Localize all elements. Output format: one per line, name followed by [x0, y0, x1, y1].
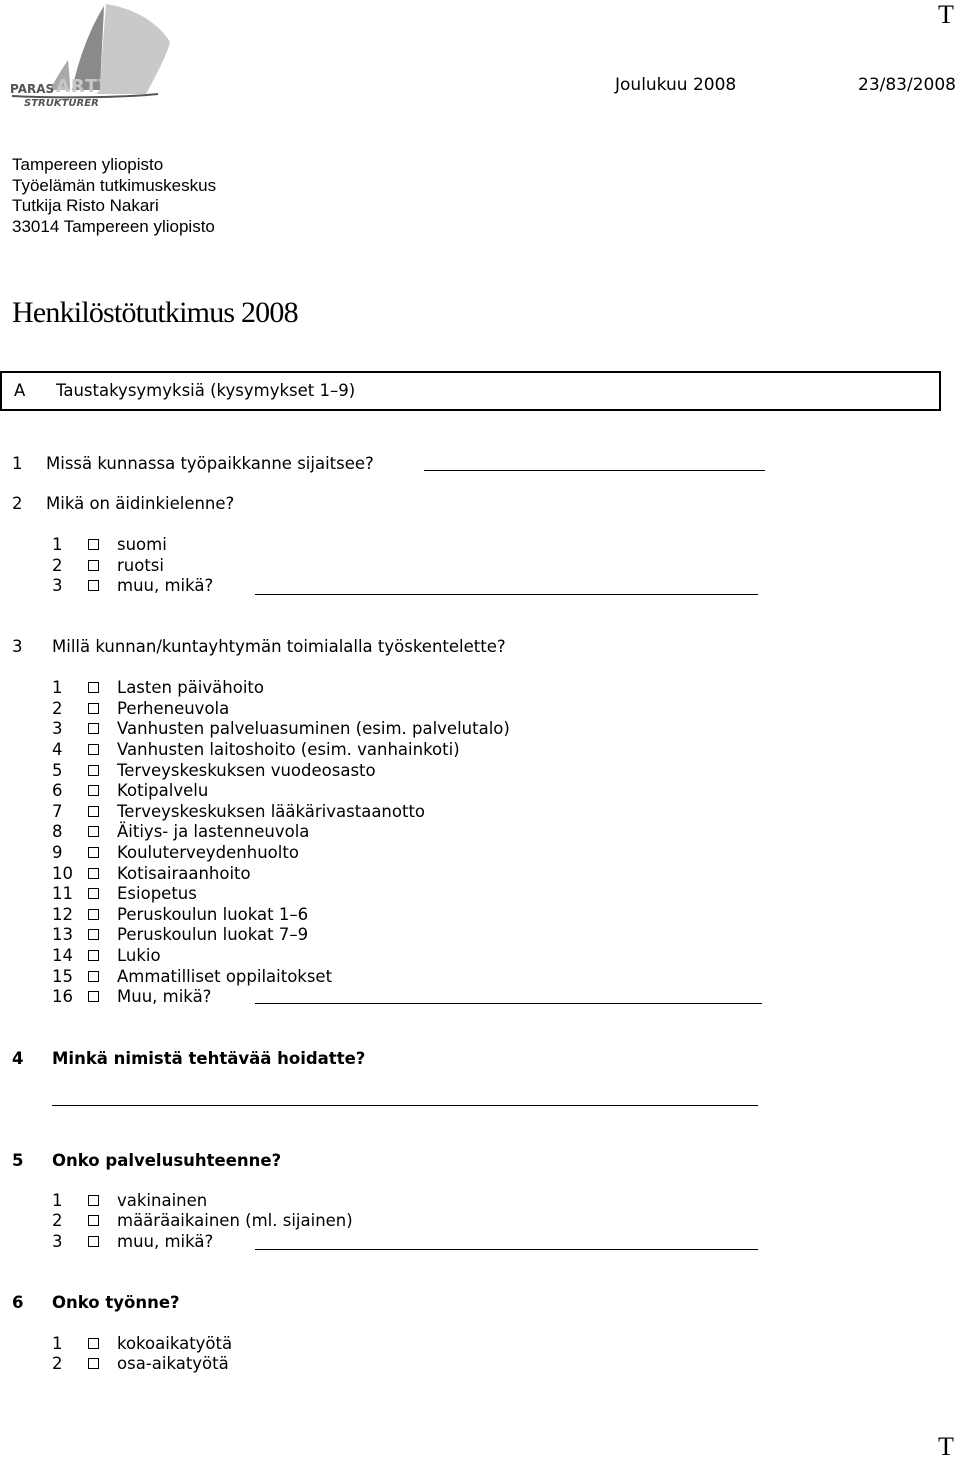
checkbox[interactable]	[88, 971, 99, 982]
answer-line[interactable]	[255, 1003, 762, 1004]
checkbox[interactable]	[88, 868, 99, 879]
checkbox[interactable]	[88, 765, 99, 776]
option-number: 1	[52, 1191, 63, 1210]
section-title: Taustakysymyksiä (kysymykset 1–9)	[56, 381, 356, 400]
option-number: 12	[52, 905, 73, 924]
answer-line[interactable]	[255, 1249, 758, 1250]
checkbox[interactable]	[88, 539, 99, 550]
address-block	[12, 155, 216, 237]
option-label: muu, mikä?	[117, 1232, 214, 1251]
logo-word-arttu: ARTTU	[56, 76, 128, 97]
option-label: Peruskoulun luokat 1–6	[117, 905, 309, 924]
checkbox[interactable]	[88, 806, 99, 817]
option-label: vakinainen	[117, 1191, 208, 1210]
option-label: Kotipalvelu	[117, 781, 209, 800]
option-label: Muu, mikä?	[117, 987, 212, 1006]
logo-word-strukturer: STRUKTURER	[24, 98, 99, 109]
checkbox[interactable]	[88, 888, 99, 899]
option-number: 6	[52, 781, 63, 800]
option-number: 4	[52, 740, 63, 759]
address-line: Tampereen yliopisto	[12, 155, 164, 174]
checkbox[interactable]	[88, 723, 99, 734]
logo	[8, 2, 178, 112]
option-label: osa-aikatyötä	[117, 1354, 229, 1373]
page-title: Henkilöstötutkimus 2008	[12, 296, 298, 329]
option-label: Esiopetus	[117, 884, 197, 903]
option-number: 1	[52, 678, 63, 697]
header-code: 23/83/2008	[858, 75, 956, 95]
option-label: Kouluterveydenhuolto	[117, 843, 299, 862]
corner-mark-top: T	[938, 0, 954, 29]
section-letter: A	[14, 381, 26, 400]
checkbox[interactable]	[88, 950, 99, 961]
option-number: 1	[52, 1334, 63, 1353]
option-label: muu, mikä?	[117, 576, 214, 595]
option-number: 9	[52, 843, 63, 862]
option-number: 1	[52, 535, 63, 554]
question-text: Mikä on äidinkielenne?	[46, 494, 235, 513]
corner-mark-bottom: T	[938, 1432, 954, 1461]
option-number: 16	[52, 987, 73, 1006]
option-number: 8	[52, 822, 63, 841]
option-number: 3	[52, 1232, 63, 1251]
option-label: Äitiys- ja lastenneuvola	[117, 822, 310, 841]
address-line: 33014 Tampereen yliopisto	[12, 216, 215, 236]
answer-line[interactable]	[52, 1105, 758, 1106]
option-label: määräaikainen (ml. sijainen)	[117, 1211, 353, 1230]
checkbox[interactable]	[88, 1358, 99, 1369]
header-date: Joulukuu 2008	[615, 75, 737, 95]
option-number: 2	[52, 1211, 63, 1230]
option-number: 2	[52, 699, 63, 718]
question-number: 1	[12, 454, 23, 473]
option-label: suomi	[117, 535, 167, 554]
option-label: Ammatilliset oppilaitokset	[117, 967, 333, 986]
question-number: 6	[12, 1293, 24, 1312]
checkbox[interactable]	[88, 929, 99, 940]
question-text: Onko työnne?	[52, 1293, 180, 1312]
option-label: Vanhusten palveluasuminen (esim. palvelutalo)	[117, 719, 510, 738]
answer-line[interactable]	[424, 470, 765, 471]
option-number: 3	[52, 576, 63, 595]
checkbox[interactable]	[88, 1338, 99, 1349]
question-number: 3	[12, 637, 23, 656]
option-number: 3	[52, 719, 63, 738]
checkbox[interactable]	[88, 1215, 99, 1226]
checkbox[interactable]	[88, 847, 99, 858]
option-number: 10	[52, 864, 73, 883]
checkbox[interactable]	[88, 826, 99, 837]
option-label: Terveyskeskuksen vuodeosasto	[117, 761, 376, 780]
address-line: Tutkija Risto Nakari	[12, 196, 159, 216]
option-label: ruotsi	[117, 556, 164, 575]
section-header-box	[0, 371, 941, 411]
option-label: Kotisairaanhoito	[117, 864, 251, 883]
option-number: 2	[52, 556, 63, 575]
checkbox[interactable]	[88, 1195, 99, 1206]
question-text: Onko palvelusuhteenne?	[52, 1151, 282, 1170]
option-number: 5	[52, 761, 63, 780]
option-label: kokoaikatyötä	[117, 1334, 233, 1353]
checkbox[interactable]	[88, 744, 99, 755]
option-number: 13	[52, 925, 73, 944]
option-number: 7	[52, 802, 63, 821]
question-number: 4	[12, 1049, 24, 1068]
checkbox[interactable]	[88, 580, 99, 591]
checkbox[interactable]	[88, 560, 99, 571]
option-label: Lukio	[117, 946, 161, 965]
checkbox[interactable]	[88, 1236, 99, 1247]
question-number: 2	[12, 494, 23, 513]
checkbox[interactable]	[88, 785, 99, 796]
address-line: Työelämän tutkimuskeskus	[12, 175, 217, 195]
option-number: 11	[52, 884, 73, 903]
option-label: Vanhusten laitoshoito (esim. vanhainkoti)	[117, 740, 460, 759]
option-label: Lasten päivähoito	[117, 678, 264, 697]
option-number: 15	[52, 967, 73, 986]
checkbox[interactable]	[88, 991, 99, 1002]
option-label: Peruskoulun luokat 7–9	[117, 925, 309, 944]
option-number: 2	[52, 1354, 63, 1373]
checkbox[interactable]	[88, 682, 99, 693]
checkbox[interactable]	[88, 909, 99, 920]
option-label: Terveyskeskuksen lääkärivastaanotto	[117, 802, 426, 821]
checkbox[interactable]	[88, 703, 99, 714]
option-number: 14	[52, 946, 73, 965]
question-text: Minkä nimistä tehtävää hoidatte?	[52, 1049, 366, 1068]
logo-word-paras: PARAS	[10, 82, 55, 96]
question-number: 5	[12, 1151, 24, 1170]
question-text: Millä kunnan/kuntayhtymän toimialalla työskentelette?	[52, 637, 506, 656]
option-label: Perheneuvola	[117, 699, 230, 718]
answer-line[interactable]	[255, 594, 758, 595]
question-text: Missä kunnassa työpaikkanne sijaitsee?	[46, 454, 374, 473]
